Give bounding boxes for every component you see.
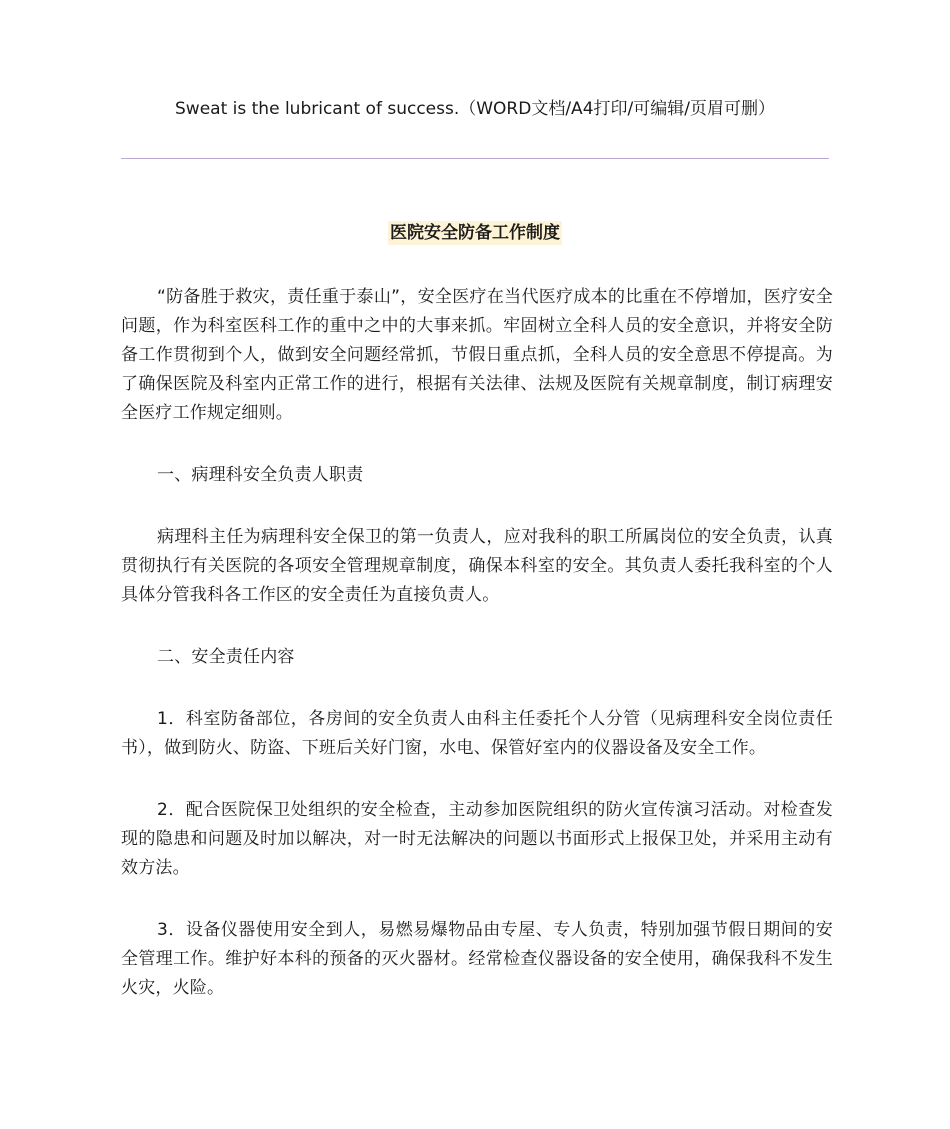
section-heading-1: 一、病理科安全负责人职责 [157, 465, 364, 485]
paragraph-spacer [121, 672, 833, 705]
paragraph-spacer [121, 883, 833, 916]
section-heading-2: 二、安全责任内容 [157, 647, 295, 667]
page-header-text: Sweat is the lubricant of success.（WORD文档/A4打印/可编辑/页眉可删） [175, 99, 775, 119]
list-item-1: 1．科室防备部位，各房间的安全负责人由科主任委托个人分管（见病理科安全岗位责任书），做到防火、防盗、下班后关好门窗，水电、保管好室内的仪器设备及安全工作。 [121, 709, 833, 758]
paragraph-spacer [121, 490, 833, 523]
section-1-paragraph: 病理科主任为病理科安全保卫的第一负责人，应对我科的职工所属岗位的安全负责，认真贯彻执行有关医院的各项安全管理规章制度，确保本科室的安全。其负责人委托我科室的个人具体分管我科各工作区的安全责任为直接负责人。 [121, 527, 833, 605]
document-body [121, 283, 833, 1003]
document-title-container [0, 221, 950, 245]
paragraph-spacer [121, 763, 833, 796]
paragraph-spacer [121, 428, 833, 461]
header-divider [121, 158, 829, 159]
list-item-2: 2．配合医院保卫处组织的安全检查，主动参加医院组织的防火宣传演习活动。对检查发现的隐患和问题及时加以解决，对一时无法解决的问题以书面形式上报保卫处，并采用主动有效方法。 [121, 800, 833, 878]
paragraph-spacer [121, 610, 833, 643]
document-title: 医院安全防备工作制度 [390, 223, 560, 243]
list-item-3: 3．设备仪器使用安全到人，易燃易爆物品由专屋、专人负责，特别加强节假日期间的安全管理工作。维护好本科的预备的灭火器材。经常检查仪器设备的安全使用，确保我科不发生火灾，火险。 [121, 920, 833, 998]
intro-paragraph: “防备胜于救灾，责任重于泰山”，安全医疗在当代医疗成本的比重在不停增加，医疗安全问题，作为科室医科工作的重中之中的大事来抓。牢固树立全科人员的安全意识，并将安全防备工作贯彻到个人，做到安全问题经常抓，节假日重点抓，全科人员的安全意思不停提高。为了确保医院及科室内正常工作的进行，根据有关法律、法规及医院有关规章制度，制订病理安全医疗工作规定细则。 [121, 287, 833, 423]
